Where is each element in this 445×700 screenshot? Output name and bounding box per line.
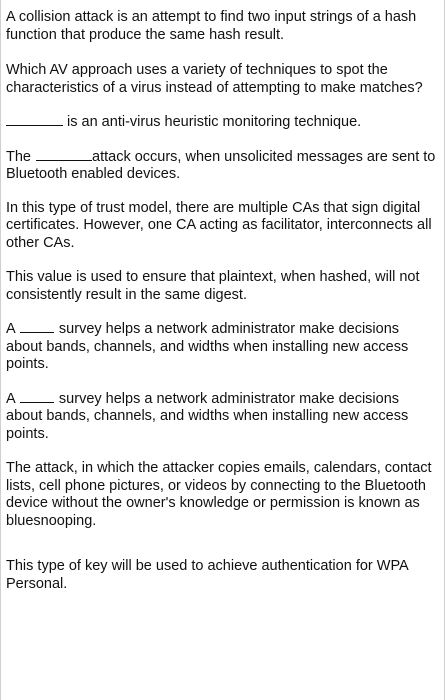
- question-text: attack occurs, when unsolicited messages are sent to Bluetooth enabled devices.: [6, 148, 436, 182]
- question-bluesnooping: The attack, in which the attacker copies emails, calendars, contact lists, cell phone pictures, or videos by connecting to the Bluetooth device without the owner's knowledge or permission is known as bluesnooping.: [6, 460, 432, 529]
- question-wpa-key: This type of key will be used to achieve authentication for WPA Personal.: [6, 558, 408, 592]
- question-av-approach: Which AV approach uses a variety of techniques to spot the characteristics of a virus instead of attempting to make matches?: [6, 62, 423, 96]
- question-trust-model: In this type of trust model, there are multiple CAs that sign digital certificates. However, one CA acting as facilitator, interconnects all other CAs.: [6, 199, 432, 251]
- question-text: A: [6, 390, 19, 407]
- question-text: survey helps a network administrator make decisions about bands, channels, and widths when installing new access points.: [6, 321, 409, 372]
- question-text: is an anti-virus heuristic monitoring technique.: [63, 114, 362, 130]
- question-bluetooth-attack: [6, 148, 438, 184]
- question-collision-attack: A collision attack is an attempt to find two input strings of a hash function that produce the same hash result.: [6, 9, 417, 43]
- question-text: A: [6, 321, 19, 337]
- question-text: The: [6, 148, 36, 165]
- answer-blank: [36, 148, 92, 161]
- answer-blank: [6, 113, 63, 126]
- answer-blank: [20, 390, 54, 403]
- question-text: survey helps a network administrator make decisions about bands, channels, and widths when installing new access points.: [6, 390, 409, 442]
- question-list: [6, 9, 438, 593]
- question-site-survey-1: [6, 320, 438, 374]
- question-salt-value: This value is used to ensure that plaintext, when hashed, will not consistently result in the same digest.: [6, 269, 420, 303]
- answer-blank: [20, 320, 54, 333]
- question-site-survey-2: [6, 390, 438, 444]
- question-heuristic-technique: [6, 113, 438, 132]
